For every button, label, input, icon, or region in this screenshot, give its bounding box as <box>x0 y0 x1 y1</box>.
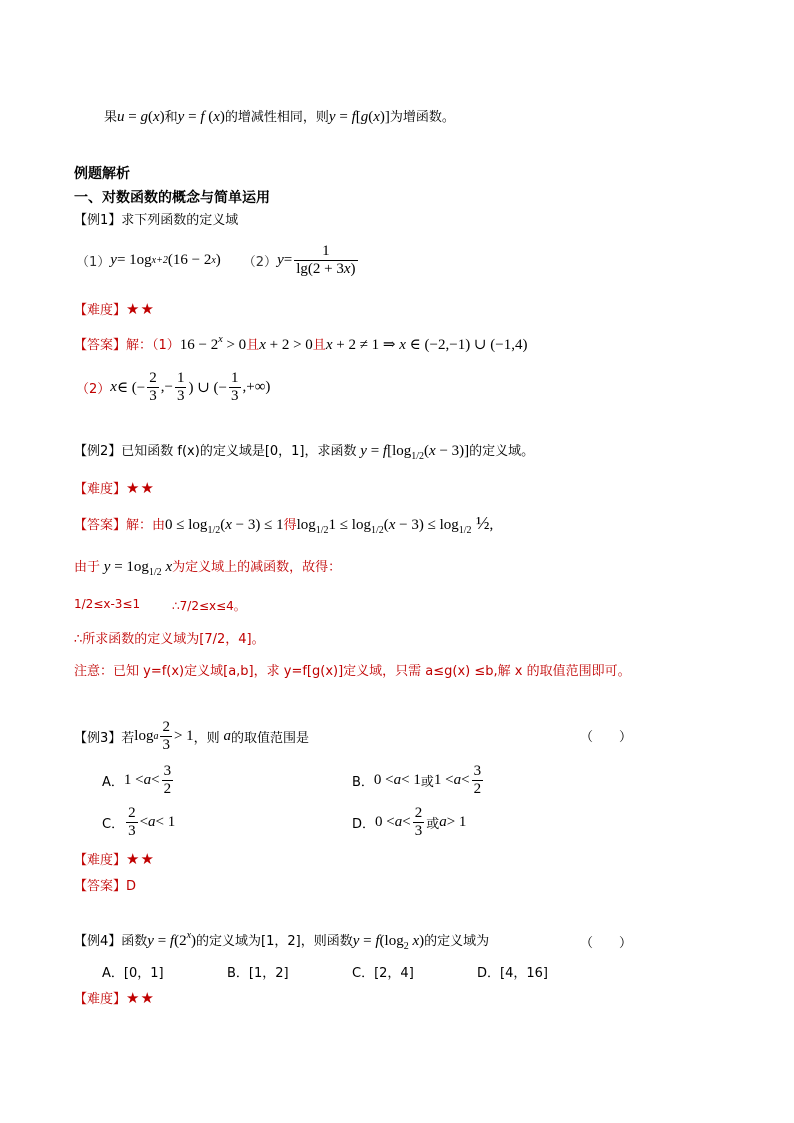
ex2-answer-mid: 得 <box>283 518 297 533</box>
ex4-title-text: 的定义域为 <box>424 934 490 949</box>
ex2-line3b: ∴7/2≤x≤4。 <box>172 599 246 613</box>
ex2-line2-prefix: 由于 <box>74 560 101 575</box>
ex4-option-c[interactable]: C．[2，4] <box>352 966 414 981</box>
ex2-title-text: 【例2】已知函数 f(x)的定义域是[0，1]，求函数 <box>74 444 357 459</box>
ex4-title: 【例4】函数$y = f(2^x)$的定义域为[1，2]，则函数$y = f(\log_2$ x)的定义域为 <box>74 930 490 952</box>
ex4-paren: （ ） <box>580 936 633 951</box>
answer-label: 【答案】 <box>74 879 127 894</box>
ex3-answer-value: D <box>126 879 137 894</box>
ex3-option-d[interactable]: D． 0 < a < $\frac{2}{3}$ 或 a > 1 <box>352 804 467 839</box>
section-title: 例题解析 <box>74 166 130 182</box>
ex3-difficulty <box>74 849 155 868</box>
intro-text: 的增减性相同，则 <box>224 110 329 125</box>
option-letter: B． <box>352 774 374 790</box>
ex2-difficulty <box>74 478 155 497</box>
ex1-answer-part2: （2） x ∈ (− $\frac{2}{3}$ ,− $\frac{1}{3}$ ) ∪ (− $\frac{1}{3}$ ,+∞) <box>76 369 271 404</box>
or-text: 或 <box>426 816 440 832</box>
ex4-option-a[interactable]: A．[0，1] <box>102 966 164 981</box>
difficulty-label: 【难度】 <box>74 482 127 497</box>
intro-text: 果 <box>104 110 118 125</box>
intro-text: 和 <box>164 110 178 125</box>
ex2-answer: 【答案】解：由$0 \le \log_{1/2}(x - 3) \le 1$得$\log_{1/2}1 \le \log_{1/2}(x - 3) \le \log_{1/2}$ ½, <box>74 513 494 536</box>
ex1-answer: 【答案】解：$(1)16 - 2^x > 0$且x + 2 > 0且x + 2 ≠ 1 ⇒ x ∈ (−2,−1) ∪ (−1,4) <box>74 334 528 353</box>
ex4-option-b[interactable]: B．[1，2] <box>227 966 289 981</box>
difficulty-label: 【难度】 <box>74 303 127 318</box>
ex3-title-text: 【例3】若 <box>74 730 135 746</box>
ex3-title-text: 的取值范围是 <box>230 730 309 746</box>
star-rating: ★★ <box>126 300 155 318</box>
star-rating: ★★ <box>126 989 155 1007</box>
ex1-title: 【例1】求下列函数的定义域 <box>74 213 239 228</box>
ex1-answer-part2-label: （2） <box>76 381 111 397</box>
ex4-title-text: 的定义域为[1，2]，则函数 <box>196 934 353 949</box>
ex2-note: 注意：已知 y=f(x)定义域[a,b]，求 y=f[g(x)]定义域，只需 a≤g(x) ≤b,解 x 的取值范围即可。 <box>74 664 631 679</box>
ex2-line3a: 1/2≤x-3≤1 <box>74 597 141 611</box>
intro-text: 为增函数。 <box>389 110 455 125</box>
star-rating: ★★ <box>126 850 155 868</box>
conj-text: 且 <box>312 338 326 353</box>
ex3-title-text: ，则 <box>193 730 220 746</box>
ex3-option-b[interactable]: B． 0 < a < 1 或 1 < a < $\frac{3}{2}$ <box>352 762 482 797</box>
intro-line: 果u = g(x)和y = f (x)的增减性相同，则y = f[g(x)]为增函数。 <box>104 109 455 125</box>
ex2-line2-suffix: 为定义域上的减函数，故得： <box>172 560 342 575</box>
ex4-title-text: 【例4】函数 <box>74 934 148 949</box>
ex1-fraction: $\frac{1}{\lg(2 + 3x)}$ <box>296 242 356 277</box>
ex2-line2: 由于 $y = 1og_{1/2}$ x为定义域上的减函数，故得： <box>74 559 342 578</box>
ex1-problem: （1） y = 1og x+2 (16 − 2 x ) （2） y = $\frac{1}{\lg(2 + 3x)}$ <box>76 242 356 277</box>
option-letter: D． <box>352 816 376 832</box>
answer-label: 【答案】 <box>74 518 127 533</box>
section-subtitle: 一、对数函数的概念与简单运用 <box>74 190 270 206</box>
ex1-difficulty <box>74 299 155 318</box>
difficulty-label: 【难度】 <box>74 992 127 1007</box>
ex3-title: 【例3】若 log a $\frac{2}{3}$ > 1 ，则 a 的取值范围是 <box>74 718 309 753</box>
ex2-title-text: 的定义域。 <box>469 444 535 459</box>
ex3-option-a[interactable]: A． 1 < a < $\frac{3}{2}$ <box>102 762 172 797</box>
option-letter: A． <box>102 774 124 790</box>
ex1-part2-label: （2） <box>242 254 278 270</box>
ex4-option-d[interactable]: D．[4，16] <box>477 966 548 981</box>
option-letter: C． <box>102 816 125 832</box>
ex1-part1-label: （1） <box>76 254 111 270</box>
answer-label: 【答案】 <box>74 338 127 353</box>
ex3-answer <box>74 875 136 894</box>
ex2-title: 【例2】已知函数 f(x)的定义域是[0，1]，求函数 $y = f[\log_{1/2}(x - 3)]$的定义域。 <box>74 443 535 462</box>
ex3-paren: （ ） <box>580 730 633 745</box>
ex1-answer-prefix: 解：（1） <box>126 338 180 353</box>
star-rating: ★★ <box>126 479 155 497</box>
ex4-difficulty <box>74 988 155 1007</box>
ex3-option-c[interactable]: C． $\frac{2}{3}$ < a < 1 <box>102 804 176 839</box>
conj-text: 且 <box>246 338 260 353</box>
ex2-line4: ∴所求函数的定义域为[7/2，4]。 <box>74 632 265 647</box>
or-text: 或 <box>420 774 434 790</box>
difficulty-label: 【难度】 <box>74 853 127 868</box>
ex2-answer-prefix: 解：由 <box>126 518 166 533</box>
